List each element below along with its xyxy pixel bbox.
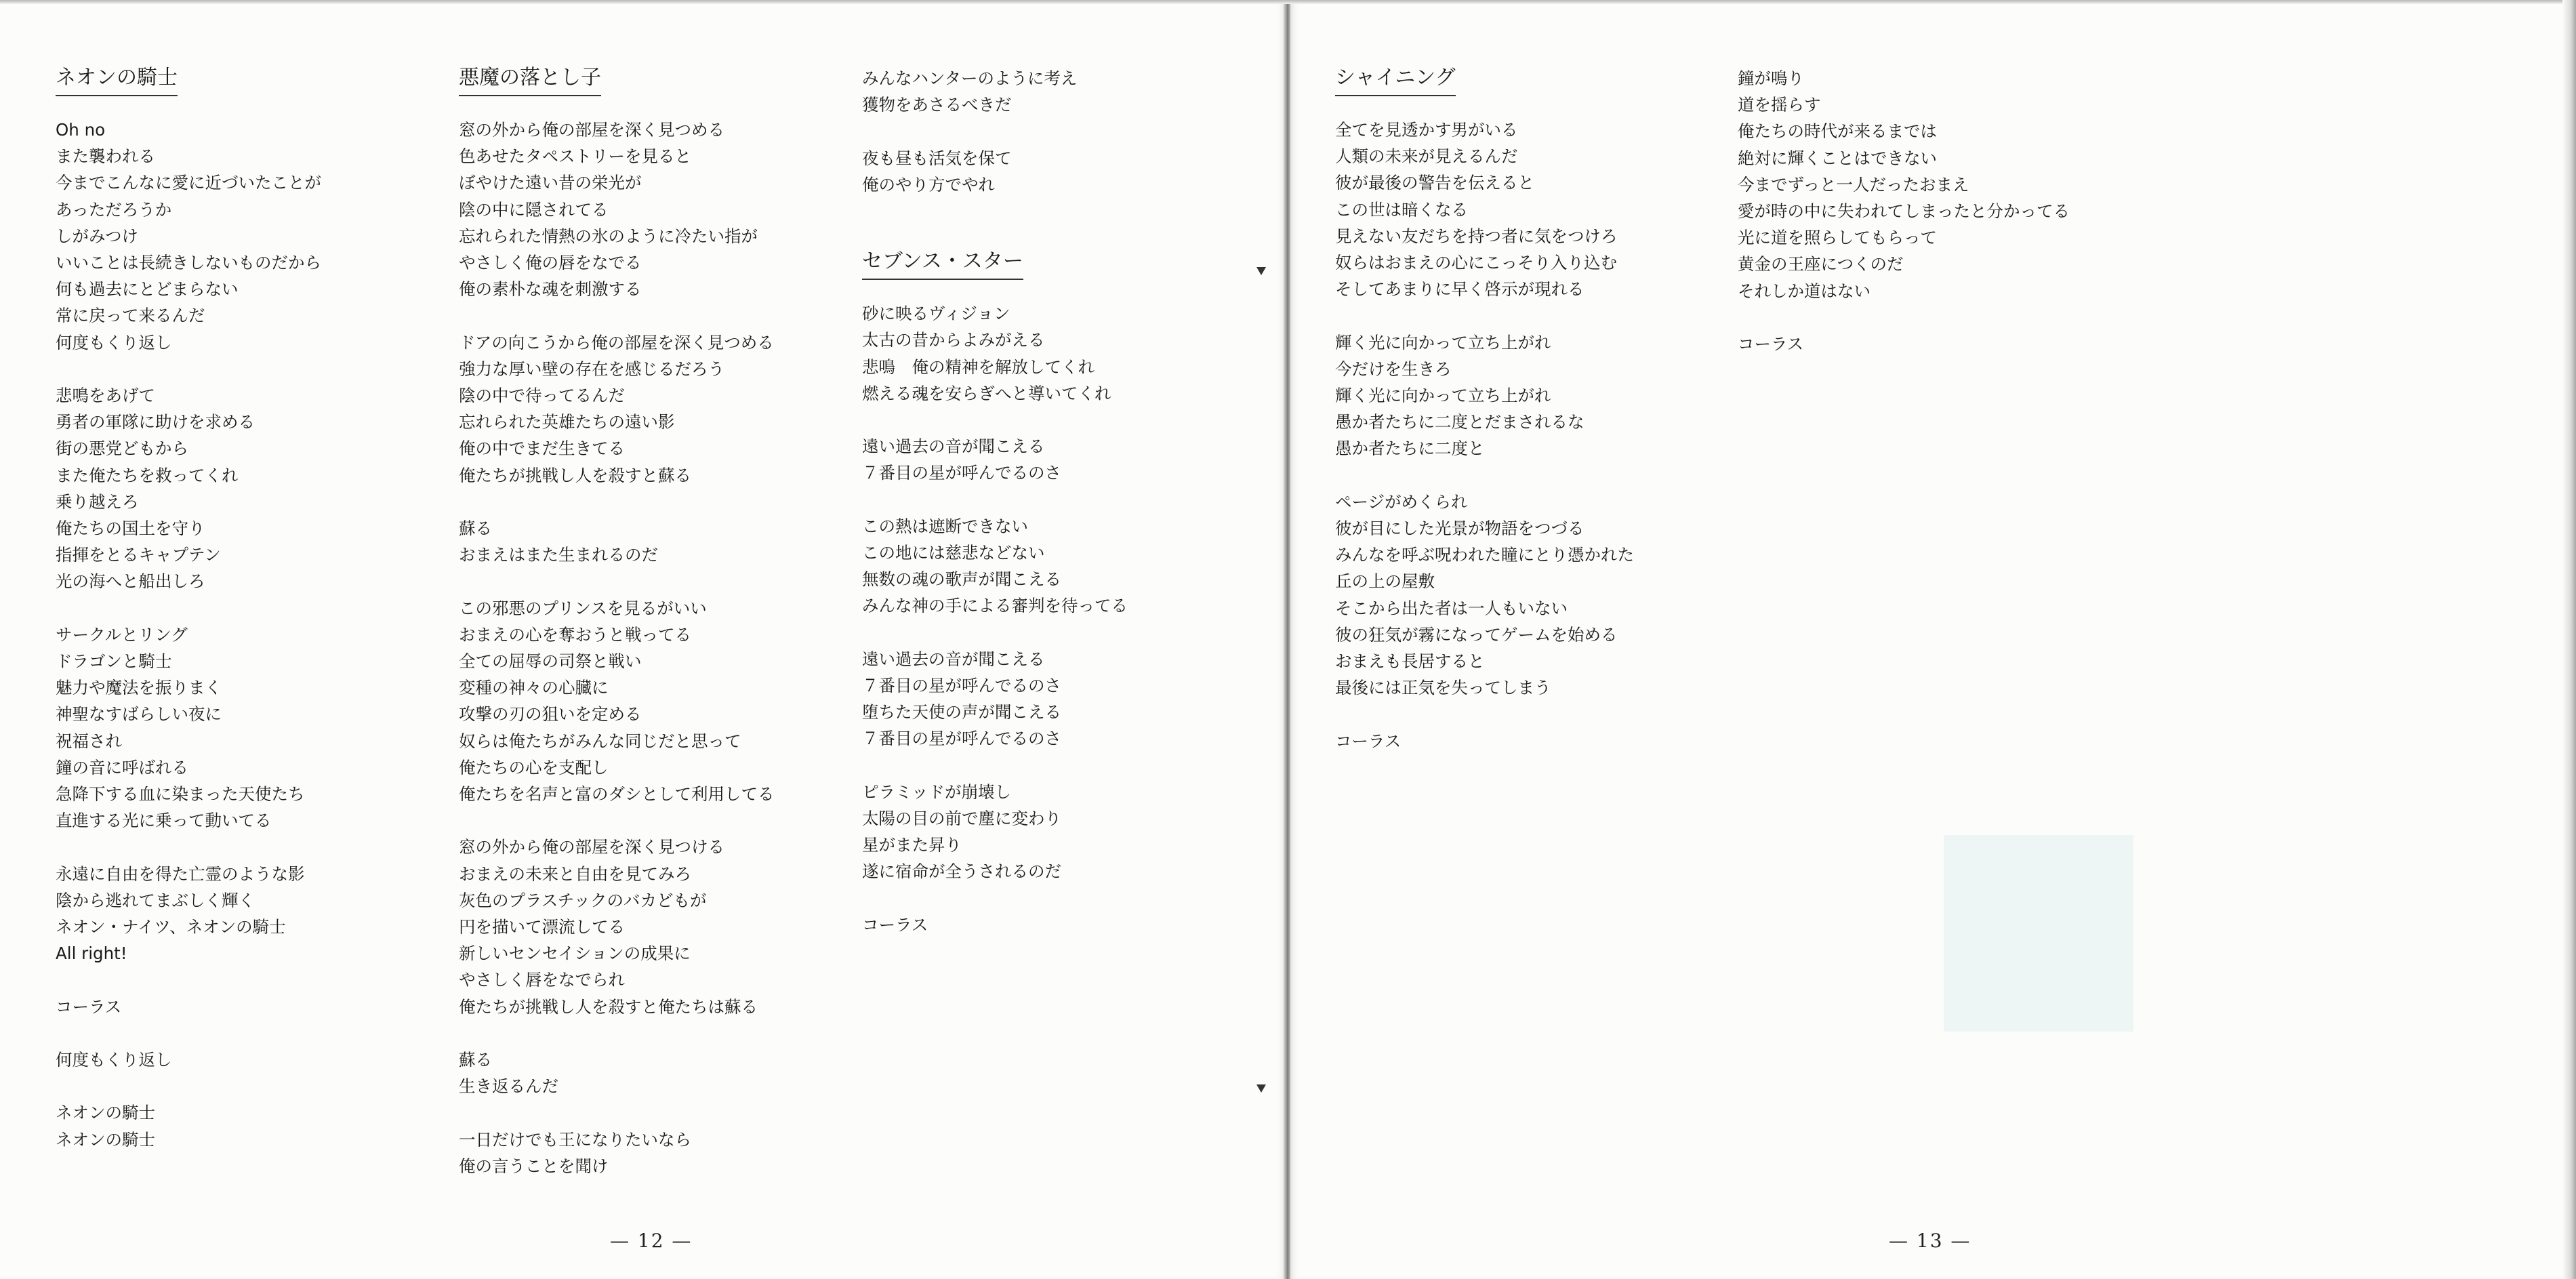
lyric-line: この熱は遮断できない [862,516,1028,536]
lyric-line: 奴らはおまえの心にこっそり入り込む [1335,253,1618,273]
lyric-line: 窓の外から俺の部屋を深く見つける [459,837,724,857]
lyric-line: サークルとリング [56,624,188,645]
stanza [862,300,1128,407]
stanza [459,329,775,489]
lyric-line: この邪悪のプリンスを見るがいい [459,598,707,618]
stanza [1335,329,1634,462]
lyric-line: 丘の上の屋敷 [1335,571,1435,592]
stanza [56,994,321,1020]
stanza [459,117,775,302]
lyric-line: ページがめくられ [1335,491,1468,512]
lyric-line: それしか道はない [1738,281,1870,301]
lyric-line: 直進する光に乗って動いてる [56,811,272,831]
lyric-line: 常に戻って来るんだ [56,306,205,326]
lyric-line: また俺たちを救ってくれ [56,465,239,485]
lyric-line: 黄金の王座につくのだ [1738,254,1904,275]
page-number: — 12 — [610,1230,693,1252]
lyric-line: 今までずっと一人だったおまえ [1738,174,1969,195]
lyric-line: 彼の狂気が霧になってゲームを始める [1335,624,1618,645]
lyric-line: 愛が時の中に失われてしまったと分かってる [1738,201,2070,222]
song [862,249,1128,938]
lyric-line: そこから出た者は一人もいない [1335,598,1568,618]
lyric-line: 彼が最後の警告を伝えると [1335,173,1534,193]
lyric-line: 星がまた昇り [862,835,962,855]
lyric-line: 永遠に自由を得た亡霊のような影 [56,864,305,884]
lyric-line: そしてあまりに早く啓示が現れる [1335,279,1585,300]
lyric-line: いいことは長続きしないものだから [56,253,321,273]
lyric-line: 鐘が鳴り [1738,68,1804,88]
lyric-line: 攻撃の刃の狙いを定める [459,704,642,725]
lyric-line: 悲鳴をあげて [56,386,155,406]
lyric-line: 変種の神々の心臓に [459,678,609,698]
lyric-line: 彼が目にした光景が物語をつづる [1335,519,1585,539]
lyric-line: 見えない友だちを持つ者に気をつけろ [1335,226,1618,246]
stanza [56,117,321,356]
lyric-line: ネオンの騎士 [56,1103,155,1123]
lyric-line: 遠い過去の音が聞こえる [862,437,1045,457]
lyric-line: コーラス [862,914,928,935]
page-12 [0,0,1285,1279]
stanza [459,1126,775,1179]
lyric-line: 街の悪党どもから [56,439,188,459]
lyric-line: 俺たちが挑戦し人を殺すと俺たちは蘇る [459,996,758,1017]
lyric-line: やさしく俺の唇をなでる [459,253,642,273]
lyric-line: 急降下する血に染まった天使たち [56,784,305,805]
lyric-line: また襲われる [56,146,155,167]
stanza [862,646,1128,752]
lyrics-column [1738,65,2070,384]
lyric-line: 蘇る [459,519,492,539]
stanza [862,145,1128,198]
lyric-line: 輝く光に向かって立ち上がれ [1335,386,1551,406]
stanza [862,779,1128,885]
lyric-line: おまえの心を奪おうと戦ってる [459,624,691,645]
lyric-line: 太陽の目の前で塵に変わり [862,808,1061,828]
stanza [1738,65,2070,304]
lyric-line: ぼやけた遠い昔の栄光が [459,173,642,193]
lyrics-column [459,65,775,1206]
lyric-line: 俺たちの国土を守り [56,519,205,539]
lyric-line: ネオン・ナイツ、ネオンの騎士 [56,917,286,937]
lyric-line: 俺たちを名声と富のダシとして利用してる [459,784,775,805]
stanza [459,515,775,568]
lyric-line: 俺のやり方でやれ [862,174,995,195]
lyric-line: みんなを呼ぶ呪われた瞳にとり憑かれた [1335,545,1634,565]
lyric-line: 無数の魂の歌声が聞こえる [862,569,1061,590]
binding-mark [1256,1084,1266,1093]
lyric-line: 生き返るんだ [459,1076,558,1097]
lyric-line: 悲鳴 俺の精神を解放してくれ [862,357,1095,377]
lyric-line: 奴らは俺たちがみんな同じだと思って [459,731,741,751]
lyric-line: 愚か者たちに二度と [1335,439,1485,459]
stanza [56,1047,321,1073]
page-edge-top [0,0,2576,4]
lyric-line: 砂に映るヴィジョン [862,304,1010,324]
lyric-line: 何も過去にとどまらない [56,279,239,300]
lyric-line: ネオンの騎士 [56,1129,155,1150]
stanza [1738,331,2070,357]
lyric-line: 人類の未来が見えるんだ [1335,146,1518,167]
stanza [862,912,1128,938]
lyric-line: 忘れられた英雄たちの遠い影 [459,412,675,432]
lyric-line: 太古の昔からよみがえる [862,330,1045,350]
lyric-line: 強力な厚い壁の存在を感じるだろう [459,359,724,379]
lyrics-column [862,65,1128,965]
lyric-line: 鐘の音に呼ばれる [56,757,188,777]
lyric-line: 指揮をとるキャプテン [56,545,221,565]
lyric-line: 祝福され [56,731,122,751]
lyric-line: 乗り越えろ [56,491,139,512]
stanza [56,861,321,967]
lyric-line: 魅力や魔法を振りまく [56,678,222,698]
lyric-line: 円を描いて漂流してる [459,917,625,937]
stanza [459,595,775,808]
lyric-line: おまえの未来と自由を見てみろ [459,864,691,884]
stanza [1335,728,1634,754]
lyric-line: 今だけを生きろ [1335,359,1452,379]
lyric-line: 忘れられた情熱の氷のように冷たい指が [459,226,758,246]
lyrics-column [1335,65,1634,781]
lyric-line: おまえはまた生まれるのだ [459,545,658,565]
lyric-line: 今までこんなに愛に近づいたことが [56,173,321,193]
stanza [56,1099,321,1152]
lyric-line: ７番目の星が呼んでるのさ [862,729,1061,749]
song [56,65,321,1153]
lyric-line: しがみつけ [56,226,139,246]
lyric-line: 遂に宿命が全うされるのだ [862,861,1061,882]
song [1738,65,2070,357]
lyric-line: コーラス [1738,334,1804,354]
binding-mark [1256,267,1266,275]
lyric-line: 全ての屈辱の司祭と戦い [459,651,642,672]
lyric-line: コーラス [56,996,122,1017]
lyric-line: 獲物をあさるべきだ [862,95,1012,115]
stanza [459,834,775,1019]
lyric-line: 蘇る [459,1050,492,1070]
page-13 [1290,0,2576,1279]
stanza [459,1047,775,1099]
lyric-line: 最後には正気を失ってしまう [1335,678,1551,698]
lyric-line: 遠い過去の音が聞こえる [862,649,1045,669]
lyric-line: 窓の外から俺の部屋を深く見つめる [459,120,724,140]
song [862,65,1128,198]
song [1335,65,1634,754]
song-title: 悪魔の落とし子 [459,65,601,96]
lyric-line: 俺の言うことを聞け [459,1156,609,1176]
lyrics-column [56,65,321,1179]
lyric-line: 俺の中でまだ生きてる [459,439,625,459]
lyric-line: 灰色のプラスチックのバカどもが [459,890,707,910]
lyric-line: あっただろうか [56,199,172,220]
lyric-line: ７番目の星が呼んでるのさ [862,463,1061,483]
song [459,65,775,1179]
stanza [1335,489,1634,702]
lyric-line: 一日だけでも王になりたいなら [459,1129,691,1150]
lyric-line: この地には慈悲などない [862,542,1045,563]
lyric-line: 神聖なすばらしい夜に [56,704,222,725]
lyric-line: 絶対に輝くことはできない [1738,148,1937,168]
lyric-line: 全てを見透かす男がいる [1335,120,1518,140]
stanza [862,513,1128,620]
lyric-line: 何度もくり返し [56,332,172,352]
lyric-line: Oh no [56,120,106,140]
lyric-line: 俺たちが挑戦し人を殺すと蘇る [459,465,691,485]
lyric-line: 俺たちの時代が来るまでは [1738,121,1937,142]
lyric-line: 光に道を照らしてもらって [1738,228,1937,248]
lyric-line: コーラス [1335,731,1402,751]
lyric-line: 輝く光に向かって立ち上がれ [1335,332,1551,352]
lyric-line: ドラゴンと騎士 [56,651,172,672]
lyric-line: 夜も昼も活気を保て [862,148,1012,168]
lyric-line: みんなハンターのように考え [862,68,1078,88]
lyric-line: この世は暗くなる [1335,199,1468,220]
lyric-line: 燃える魂を安らぎへと導いてくれ [862,383,1111,403]
lyric-line: ピラミッドが崩壊し [862,781,1012,802]
lyric-line: All right! [56,943,127,964]
page-edge-right [2562,0,2576,1279]
song-title: ネオンの騎士 [56,65,178,96]
stanza [56,382,321,595]
song-gap [862,224,1128,249]
lyric-line: 陰の中で待ってるんだ [459,386,625,406]
page-number: — 13 — [1889,1230,1971,1252]
lyric-line: 俺の素朴な魂を刺激する [459,279,642,300]
song-title: セブンス・スター [862,249,1023,280]
stanza [1335,117,1634,302]
stanza [862,65,1128,118]
lyric-line: 道を揺らす [1738,95,1821,115]
lyric-line: 光の海へと船出しろ [56,571,205,592]
lyric-line: 陰の中に隠されてる [459,199,609,220]
stanza [862,433,1128,486]
lyric-line: 色あせたタペストリーを見ると [459,146,691,167]
lyric-line: おまえも長居すると [1335,651,1485,672]
lyric-line: 愚か者たちに二度とだまされるな [1335,412,1585,432]
lyric-line: みんな神の手による審判を待ってる [862,596,1128,616]
lyric-line: 新しいセンセイションの成果に [459,943,691,964]
lyric-line: ７番目の星が呼んでるのさ [862,675,1061,695]
lyric-line: 何度もくり返し [56,1050,172,1070]
lyric-line: やさしく唇をなでられ [459,970,625,990]
lyric-line: 俺たちの心を支配し [459,757,609,777]
lyric-line: 陰から逃れてまぶしく輝く [56,890,255,910]
stanza [56,622,321,834]
bleed-through-shadow [1944,835,2133,1032]
lyric-line: 勇者の軍隊に助けを求める [56,412,255,432]
lyric-line: ドアの向こうから俺の部屋を深く見つめる [459,332,774,352]
lyric-line: 堕ちた天使の声が聞こえる [862,702,1061,723]
song-title: シャイニング [1335,65,1456,96]
